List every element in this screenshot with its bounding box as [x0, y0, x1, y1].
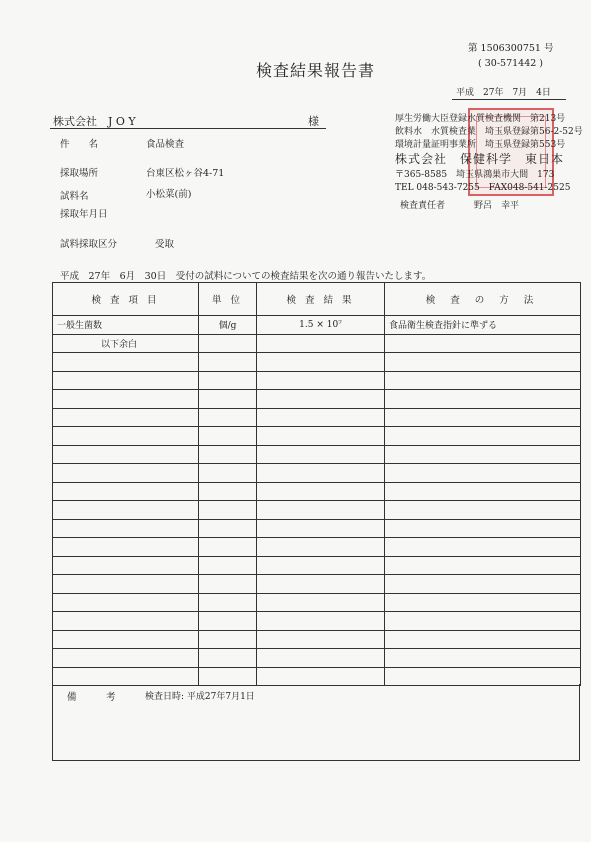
- cell-method: [385, 519, 581, 538]
- cell-item: [53, 501, 199, 520]
- lab-registration-2: 飲料水 水質検査業 埼玉県登録第56-2-52号: [395, 127, 583, 137]
- lab-registration-1: 厚生労働大臣登録水質検査機関 第213号: [395, 114, 566, 124]
- cell-method: [385, 464, 581, 483]
- cell-item: 以下余白: [53, 334, 199, 353]
- cell-item: [53, 464, 199, 483]
- field-value-subject: 食品検査: [146, 139, 185, 150]
- cell-unit: [199, 371, 257, 390]
- cell-result: [257, 445, 385, 464]
- cell-result: [257, 630, 385, 649]
- cell-result: [257, 353, 385, 372]
- cell-item: [53, 667, 199, 686]
- cell-item: [53, 630, 199, 649]
- header-item: 検 査 項 目: [53, 283, 199, 316]
- cell-result: [257, 464, 385, 483]
- field-label-subject: 件 名: [60, 139, 99, 150]
- cell-result: [257, 538, 385, 557]
- table-row: [53, 464, 581, 483]
- field-label-sampling-date: 採取年月日: [60, 209, 108, 220]
- field-label-location: 採取場所: [60, 168, 99, 179]
- lab-phone: TEL 048-543-7255 FAX048-541-2525: [395, 183, 571, 193]
- cell-result: [257, 482, 385, 501]
- cell-item: [53, 445, 199, 464]
- doc-number: 第 1506300751 号: [468, 43, 554, 54]
- field-value-location: 台東区松ヶ谷4-71: [146, 168, 225, 179]
- cell-unit: [199, 519, 257, 538]
- table-row: [53, 353, 581, 372]
- cell-unit: [199, 408, 257, 427]
- table-row: [53, 334, 581, 353]
- cell-result: [257, 575, 385, 594]
- lab-registration-3: 環境計量証明事業所 埼玉県登録第553号: [395, 140, 566, 150]
- cell-unit: [199, 445, 257, 464]
- client-name: 株式会社 J O Y: [53, 115, 136, 128]
- cell-method: 食品衛生検査指針に準ずる: [385, 316, 581, 335]
- table-row: [53, 408, 581, 427]
- cell-unit: [199, 390, 257, 409]
- header-method: 検 査 の 方 法: [385, 283, 581, 316]
- cell-result: [257, 593, 385, 612]
- inspector-label: 検査責任者: [400, 201, 446, 211]
- cell-unit: [199, 556, 257, 575]
- page-title: 検査結果報告書: [256, 61, 376, 80]
- lab-company-name: 株式会社 保健科学 東日本: [395, 152, 565, 166]
- table-row: [53, 390, 581, 409]
- table-row: [53, 575, 581, 594]
- cell-method: [385, 667, 581, 686]
- cell-method: [385, 482, 581, 501]
- cell-item: [53, 612, 199, 631]
- intro-statement: 平成 27年 6月 30日 受付の試料についての検査結果を次の通り報告いたします。: [60, 271, 432, 282]
- cell-unit: [199, 464, 257, 483]
- remarks-box: [52, 684, 580, 761]
- cell-unit: 個/g: [199, 316, 257, 335]
- cell-item: [53, 556, 199, 575]
- cell-result: 1.5 × 10⁷: [257, 316, 385, 335]
- cell-result: [257, 649, 385, 668]
- cell-unit: [199, 427, 257, 446]
- cell-item: 一般生菌数: [53, 316, 199, 335]
- table-row: [53, 501, 581, 520]
- cell-result: [257, 556, 385, 575]
- cell-method: [385, 501, 581, 520]
- cell-method: [385, 593, 581, 612]
- results-table: [52, 282, 581, 686]
- cell-unit: [199, 482, 257, 501]
- cell-item: [53, 593, 199, 612]
- cell-result: [257, 612, 385, 631]
- remarks-text: 検査日時: 平成27年7月1日: [145, 692, 255, 702]
- cell-method: [385, 390, 581, 409]
- cell-method: [385, 575, 581, 594]
- cell-method: [385, 408, 581, 427]
- cell-unit: [199, 334, 257, 353]
- lab-address: 〒365-8585 埼玉県鴻巣市大間 173: [395, 170, 555, 180]
- cell-unit: [199, 575, 257, 594]
- cell-unit: [199, 538, 257, 557]
- table-row: [53, 593, 581, 612]
- table-row: [53, 612, 581, 631]
- cell-method: [385, 353, 581, 372]
- cell-method: [385, 445, 581, 464]
- report-date: 平成 27年 7月 4日: [456, 88, 551, 98]
- cell-method: [385, 649, 581, 668]
- cell-result: [257, 334, 385, 353]
- field-value-sample-category: 受取: [155, 239, 175, 250]
- table-row: [53, 667, 581, 686]
- cell-result: [257, 427, 385, 446]
- table-row: [53, 316, 581, 335]
- cell-method: [385, 371, 581, 390]
- cell-result: [257, 371, 385, 390]
- ref-number: ( 30-571442 ): [478, 58, 544, 69]
- client-underline: [50, 128, 326, 129]
- cell-item: [53, 408, 199, 427]
- date-underline: [452, 99, 566, 100]
- table-row: [53, 556, 581, 575]
- cell-item: [53, 482, 199, 501]
- table-row: [53, 630, 581, 649]
- cell-item: [53, 371, 199, 390]
- cell-item: [53, 519, 199, 538]
- cell-result: [257, 519, 385, 538]
- cell-method: [385, 427, 581, 446]
- cell-unit: [199, 353, 257, 372]
- header-result: 検 査 結 果: [257, 283, 385, 316]
- cell-item: [53, 390, 199, 409]
- table-row: [53, 649, 581, 668]
- cell-item: [53, 649, 199, 668]
- header-unit: 単 位: [199, 283, 257, 316]
- table-row: [53, 482, 581, 501]
- cell-unit: [199, 667, 257, 686]
- cell-unit: [199, 612, 257, 631]
- cell-method: [385, 612, 581, 631]
- cell-item: [53, 353, 199, 372]
- table-header-row: [53, 283, 581, 316]
- cell-unit: [199, 501, 257, 520]
- cell-item: [53, 538, 199, 557]
- cell-item: [53, 575, 199, 594]
- table-row: [53, 371, 581, 390]
- cell-unit: [199, 649, 257, 668]
- cell-result: [257, 501, 385, 520]
- field-label-sample-category: 試料採取区分: [60, 239, 118, 250]
- cell-result: [257, 408, 385, 427]
- table-row: [53, 538, 581, 557]
- inspector-name: 野呂 幸平: [474, 201, 520, 211]
- field-label-sample: 試料名: [60, 191, 89, 202]
- cell-method: [385, 538, 581, 557]
- cell-item: [53, 427, 199, 446]
- cell-unit: [199, 593, 257, 612]
- cell-method: [385, 630, 581, 649]
- table-row: [53, 445, 581, 464]
- field-value-sample: 小松菜(前): [146, 189, 192, 200]
- cell-unit: [199, 630, 257, 649]
- client-honorific: 様: [308, 115, 319, 128]
- table-row: [53, 427, 581, 446]
- cell-result: [257, 390, 385, 409]
- cell-result: [257, 667, 385, 686]
- cell-method: [385, 556, 581, 575]
- table-row: [53, 519, 581, 538]
- cell-method: [385, 334, 581, 353]
- remarks-label: 備 考: [67, 692, 126, 703]
